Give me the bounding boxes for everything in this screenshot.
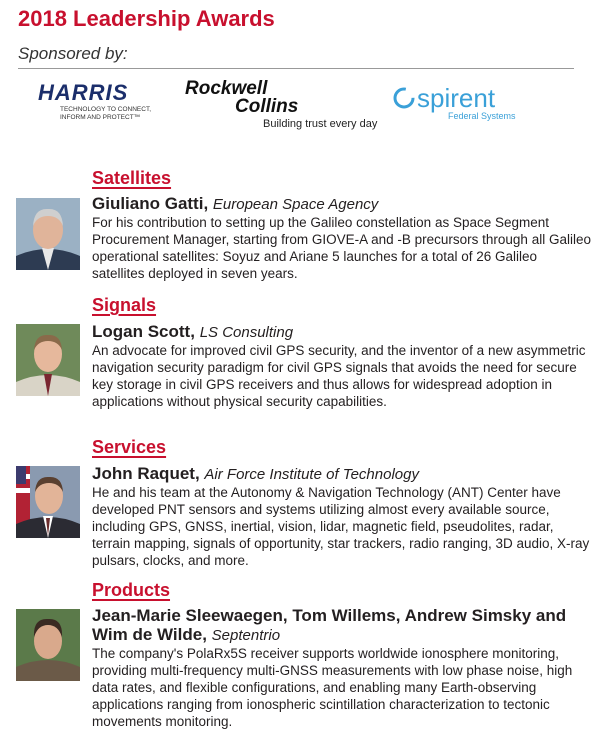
category-heading-signals: Signals [92, 295, 157, 315]
harris-logo [38, 82, 170, 122]
rockwell-collins-tagline: Building trust every day [263, 118, 378, 130]
category-heading-products: Products [92, 580, 171, 600]
award-description: The company's PolaRx5S receiver supports worldwide ionosphere monitoring, providing multi-frequency multi-GNSS measurements with low phase noise, high data rates, and flexible configurations, and enabling many Earth-observing applications ranging from ionospheric scintillation characterization to tectonic movements monitoring. [92, 646, 573, 729]
portrait-photo [16, 324, 80, 396]
portrait-photo [16, 609, 80, 681]
spirent-logo [392, 85, 516, 121]
awardee-affiliation: LS Consulting [199, 324, 294, 341]
award-description: For his contribution to setting up the Galileo constellation as Space Segment Procurement Manager, starting from GIOVE-A and -B precursors through all Galileo operational satellites: Soyuz and Ariane 5 launches for a total of 26 Galileo satellites deployed in seven years. [92, 215, 591, 281]
spirent-tagline: Federal Systems [448, 111, 516, 121]
awardee-name: Giuliano Gatti, European Space Agency [92, 194, 379, 213]
awardee-affiliation: European Space Agency [212, 196, 379, 213]
awardee-affiliation: Air Force Institute of Technology [204, 466, 419, 483]
divider [18, 68, 574, 69]
rockwell-collins-logo [185, 80, 377, 130]
sponsored-by-label: Sponsored by: [18, 44, 128, 63]
category-heading-services: Services [92, 437, 167, 457]
awardee-affiliation: Septentrio [211, 627, 281, 644]
awardee-name: Jean-Marie Sleewaegen, Tom Willems, Andrew Simsky and Wim de Wilde, Septentrio [92, 606, 567, 644]
award-description: An advocate for improved civil GPS security, and the inventor of a new asymmetric navigation security paradigm for civil GPS signals that avoids the need for secure key storage in civil GPS receivers and thus allows for widespread adoption in applications without physical security capabilities. [92, 343, 586, 409]
category-heading-satellites: Satellites [92, 168, 172, 188]
rockwell-wordmark: Rockwell [185, 78, 268, 99]
collins-wordmark: Collins [235, 96, 299, 117]
awardee-name: Logan Scott, LS Consulting [92, 322, 294, 341]
portrait-photo [16, 198, 80, 270]
spirent-ring-icon [392, 86, 416, 110]
harris-wordmark: HARRIS [38, 80, 129, 105]
portrait-photo [16, 466, 80, 538]
page-title: 2018 Leadership Awards [18, 6, 275, 31]
award-description: He and his team at the Autonomy & Navigation Technology (ANT) Center have developed PNT sensors and systems utilizing almost every available source, including GPS, GNSS, inertial, vision, lidar, magnetic field, pseudolites, radar, terrain mapping, signals of opportunity, star trackers, radio ranging, 3D audio, X-ray pulsars, clocks, and more. [92, 485, 590, 568]
awardee-name: John Raquet, Air Force Institute of Technology [92, 464, 419, 483]
harris-tagline: TECHNOLOGY TO CONNECT, INFORM AND PROTECT™ [60, 106, 152, 121]
spirent-wordmark: spirent [417, 83, 496, 113]
